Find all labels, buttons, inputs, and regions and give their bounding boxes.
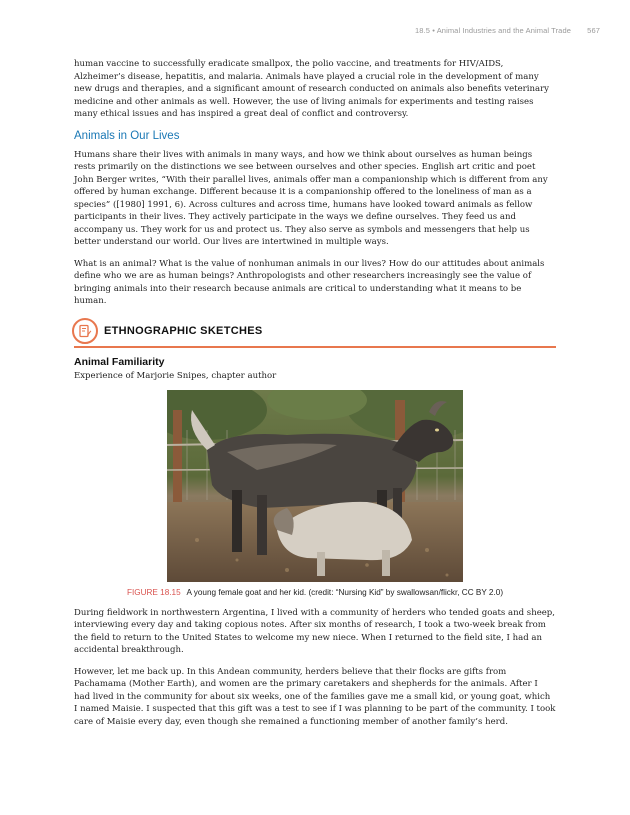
page-content <box>74 58 556 737</box>
paragraph-intro: human vaccine to successfully eradicate smallpox, the polio vaccine, and treatments for HIV/AIDS, Alzheimer’s disease, hepatitis, and malaria. Animals have played a crucial role in the development of many new drugs and therapies, and a significant amount of research conducted on animals also benefits veterinary medicine and other animals as well. However, the use of living animals for experiments and testing raises many ethical issues and has inspired a great deal of conflict and controversy. <box>74 59 549 119</box>
figure-caption <box>74 588 556 597</box>
running-head-section: 18.5 • Animal Industries and the Animal Trade <box>415 26 571 35</box>
paragraph-sketch-2: However, let me back up. In this Andean community, herders believe that their flocks are gifts from Pachamama (Mother Earth), and women are the primary caretakers and shepherds for the animals. After I had lived in the community for about six weeks, one of the families gave me a small kid, or young goat, which I named Maisie. I suspected that this gift was a test to see if I was planning to be part of the community. I took care of Maisie every day, even though she remained a functioning member of another family’s herd. <box>74 666 556 727</box>
figure-caption-text: A young female goat and her kid. (credit: “Nursing Kid” by swallowsan/flickr, CC BY 2.0) <box>186 587 504 597</box>
sketch-title: Animal Familiarity <box>74 355 165 368</box>
ethnographic-sketches-banner <box>74 318 556 348</box>
paragraph-animals-2: What is an animal? What is the value of nonhuman animals in our lives? How do our attitudes about animals define who we are as human beings? Anthropologists and other researchers increasingly see the value of bringing animals into their research because animals are critical to understanding what it means to be human. <box>74 258 545 306</box>
paragraph-sketch-1: During fieldwork in northwestern Argentina, I lived with a community of herders who tended goats and sheep, interviewing every day and taking copious notes. After six months of research, I took a two-week break from the field to return to the United States to welcome my new niece. When I returned to the field site, I had an accidental breakthrough. <box>74 607 555 655</box>
goat-photo <box>167 390 463 582</box>
sketch-byline: Experience of Marjorie Snipes, chapter author <box>74 370 277 381</box>
notebook-pen-icon <box>72 318 98 344</box>
running-head <box>415 26 600 35</box>
section-heading: Animals in Our Lives <box>74 129 180 142</box>
banner-title: ETHNOGRAPHIC SKETCHES <box>104 324 263 337</box>
page-number: 567 <box>587 26 600 35</box>
paragraph-animals-1: Humans share their lives with animals in many ways, and how we think about ourselves as human beings rests primarily on the distinctions we see between ourselves and other species. English art critic and poet John Berger writes, “With their parallel lives, animals offer man a companionship which is different from any offered by human exchange. Different because it is a companionship offered to the loneliness of man as a species” ([1980] 1991, 6). Across cultures and across time, humans have looked toward animals as fellow participants in their lives. They actively participate in the ways we define ourselves. They feed us and accompany us. They work for us and protect us. They also serve as symbols and messengers that help us better understand our world. Our lives are intertwined in multiple ways. <box>74 149 548 247</box>
figure-label: FIGURE 18.15 <box>126 587 181 597</box>
